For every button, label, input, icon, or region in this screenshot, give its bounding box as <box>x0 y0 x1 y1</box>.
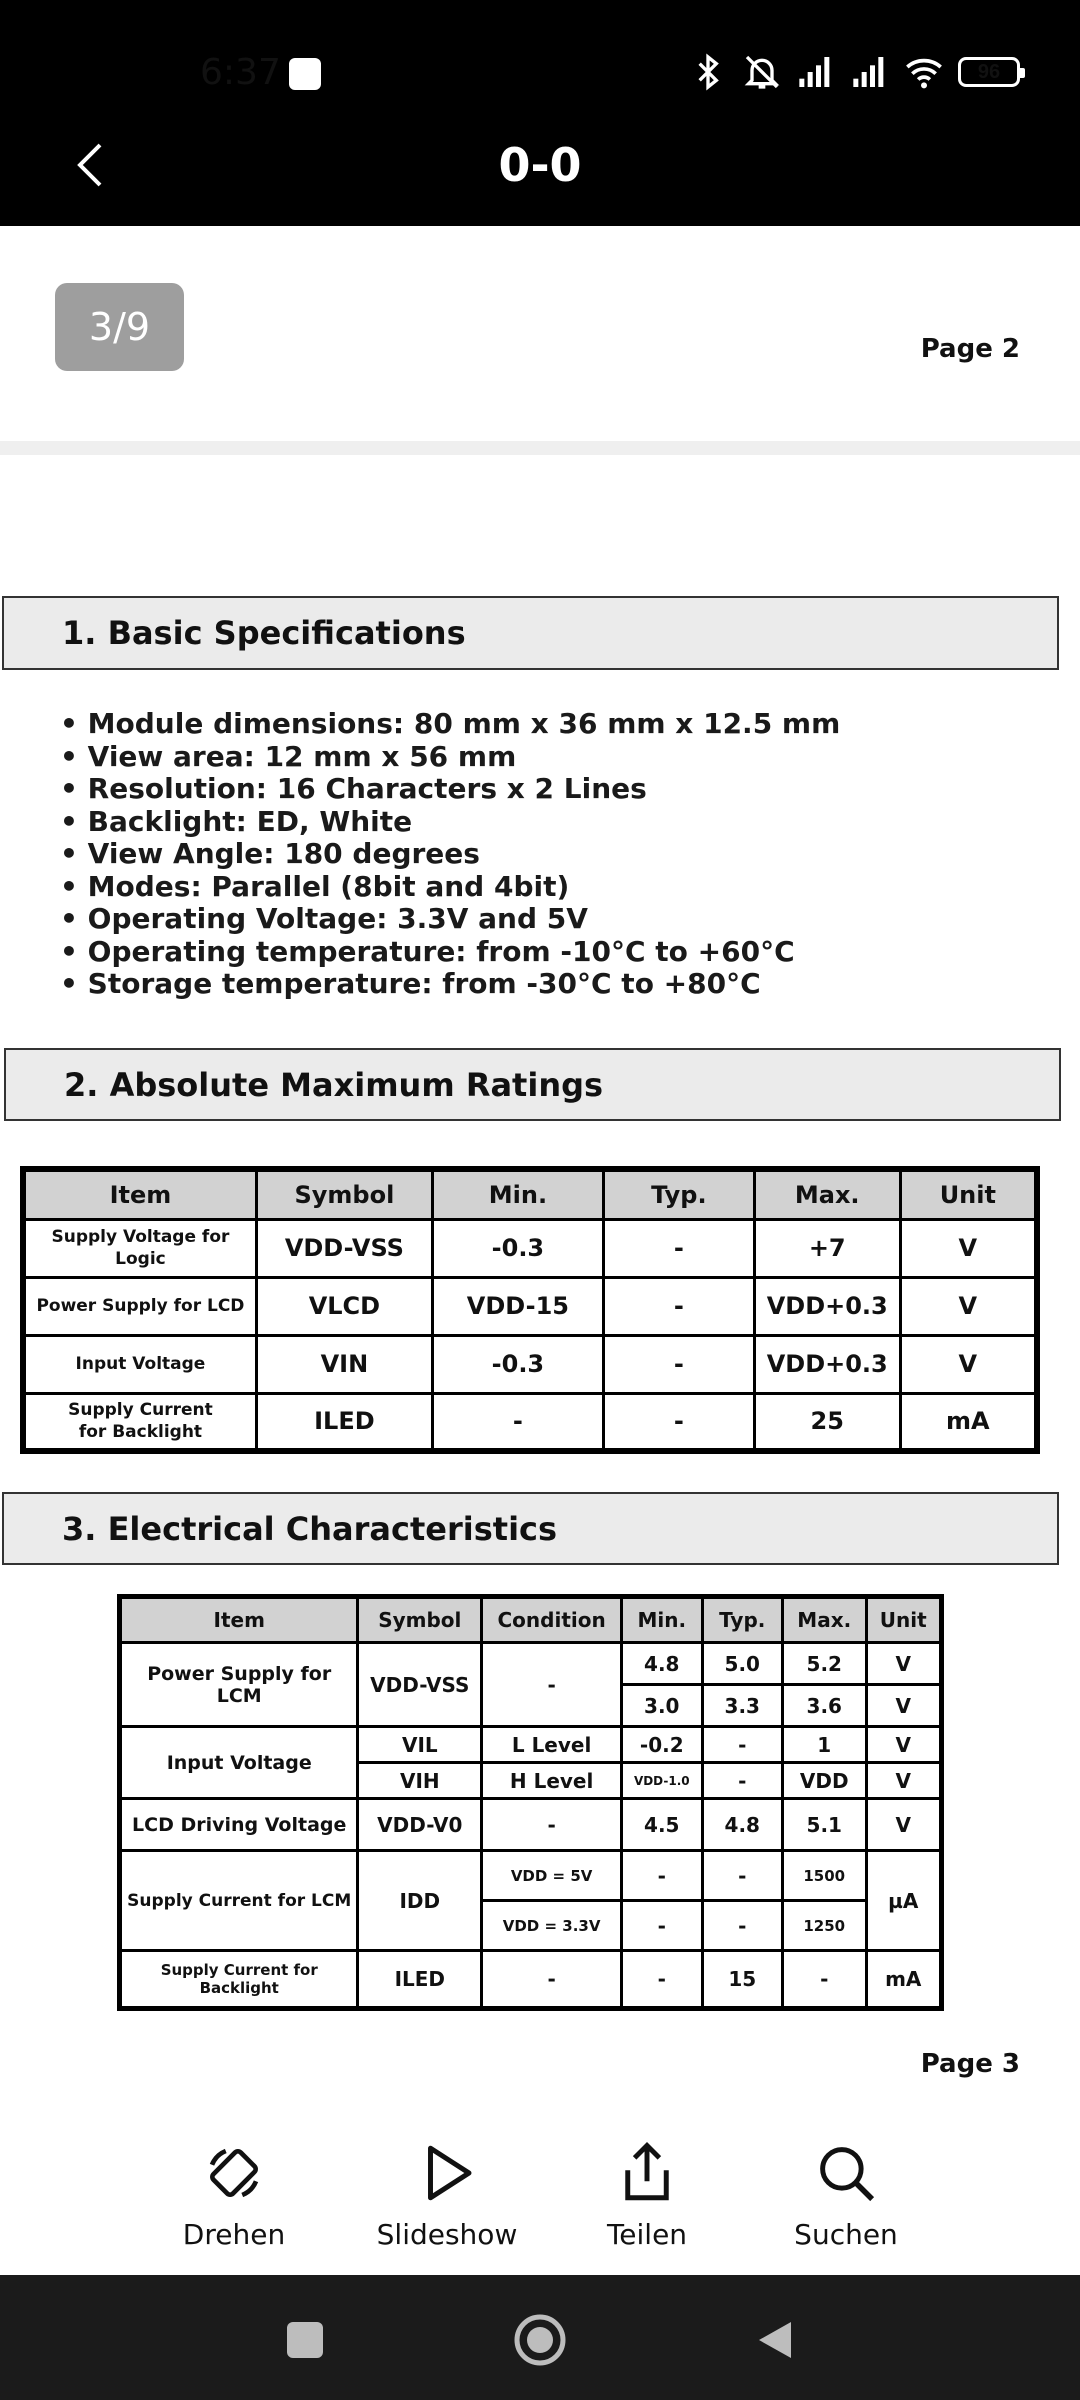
cell-item: Supply Current for Backlight <box>120 1951 358 2009</box>
list-item: • View area: 12 mm x 56 mm <box>60 741 840 774</box>
col-header: Item <box>120 1597 358 1643</box>
signal-icon-2 <box>850 52 890 92</box>
cell-max: 25 <box>754 1393 900 1451</box>
cell-typ: - <box>702 1763 782 1799</box>
col-header: Item <box>23 1169 256 1219</box>
search-icon <box>813 2140 879 2206</box>
section-header-basic-specs: 1. Basic Specifications <box>2 596 1059 670</box>
cell-min: VDD-1.0 <box>622 1763 702 1799</box>
cell-typ: 15 <box>702 1951 782 2009</box>
bell-muted-icon <box>742 52 782 92</box>
page-counter-badge: 3/9 <box>55 283 184 371</box>
page-separator <box>0 441 1080 455</box>
cell-symbol: IDD <box>358 1851 482 1951</box>
cell-item: Power Supply for LCM <box>120 1643 358 1727</box>
table-row <box>120 1727 942 1763</box>
play-icon <box>414 2140 480 2206</box>
cell-typ: - <box>603 1277 754 1335</box>
col-header: Symbol <box>256 1169 432 1219</box>
cell-symbol: VDD-V0 <box>358 1799 482 1851</box>
bluetooth-icon <box>688 52 728 92</box>
cell-unit: V <box>900 1335 1037 1393</box>
cell-unit: V <box>866 1727 942 1763</box>
col-header: Typ. <box>702 1597 782 1643</box>
cell-min: 4.8 <box>622 1643 702 1685</box>
cell-item: Power Supply for LCD <box>23 1277 256 1335</box>
cell-max: VDD+0.3 <box>754 1277 900 1335</box>
cell-min: -0.2 <box>622 1727 702 1763</box>
cell-typ: 4.8 <box>702 1799 782 1851</box>
list-item: • Module dimensions: 80 mm x 36 mm x 12.5 mm <box>60 708 840 741</box>
share-button[interactable] <box>547 2140 747 2251</box>
back-triangle-icon <box>753 2318 797 2362</box>
share-label: Teilen <box>606 2218 688 2251</box>
share-icon <box>614 2140 680 2206</box>
cell-min: - <box>622 1951 702 2009</box>
rotate-icon <box>201 2140 267 2206</box>
table-row <box>23 1277 1037 1335</box>
cell-symbol: VIL <box>358 1727 482 1763</box>
back-nav-button[interactable] <box>740 2305 810 2375</box>
list-item: • Storage temperature: from -30°C to +80°C <box>60 968 840 1001</box>
cell-unit: V <box>866 1643 942 1685</box>
slideshow-button[interactable] <box>347 2140 547 2251</box>
slideshow-label: Slideshow <box>376 2218 518 2251</box>
list-item: • Resolution: 16 Characters x 2 Lines <box>60 773 840 806</box>
cell-symbol: VDD-VSS <box>358 1643 482 1727</box>
col-header: Min. <box>432 1169 603 1219</box>
section-header-abs-max-ratings: 2. Absolute Maximum Ratings <box>4 1048 1061 1121</box>
cell-symbol: ILED <box>256 1393 432 1451</box>
cell-item: Input Voltage <box>23 1335 256 1393</box>
page-label-bottom: Page 3 <box>920 2049 1020 2079</box>
cell-symbol: VIN <box>256 1335 432 1393</box>
cell-unit: V <box>900 1219 1037 1277</box>
cell-min: -0.3 <box>432 1219 603 1277</box>
col-header: Condition <box>482 1597 622 1643</box>
list-item: • Backlight: ED, White <box>60 806 840 839</box>
list-item: • View Angle: 180 degrees <box>60 838 840 871</box>
rotate-label: Drehen <box>182 2218 286 2251</box>
table-row <box>120 1643 942 1685</box>
search-button[interactable] <box>746 2140 946 2251</box>
table-row <box>23 1335 1037 1393</box>
electrical-characteristics-table <box>117 1594 944 2011</box>
cell-symbol: VDD-VSS <box>256 1219 432 1277</box>
table-row <box>120 1799 942 1851</box>
home-circle-icon <box>512 2312 568 2368</box>
cell-typ: 3.3 <box>702 1685 782 1727</box>
cell-unit: V <box>866 1685 942 1727</box>
section-header-electrical: 3. Electrical Characteristics <box>2 1492 1059 1565</box>
cell-max: 5.1 <box>783 1799 867 1851</box>
square-icon <box>285 2320 325 2360</box>
cell-condition: L Level <box>482 1727 622 1763</box>
cell-max: - <box>783 1951 867 2009</box>
cell-unit: mA <box>866 1951 942 2009</box>
cell-typ: - <box>702 1727 782 1763</box>
list-item: • Modes: Parallel (8bit and 4bit) <box>60 871 840 904</box>
cell-max: 1500 <box>783 1851 867 1901</box>
cell-symbol: VLCD <box>256 1277 432 1335</box>
col-header: Min. <box>622 1597 702 1643</box>
cell-condition: - <box>482 1643 622 1727</box>
cell-typ: - <box>702 1901 782 1951</box>
search-label: Suchen <box>794 2218 898 2251</box>
cell-max: 5.2 <box>783 1643 867 1685</box>
cell-max: 1 <box>783 1727 867 1763</box>
table-row <box>120 1951 942 2009</box>
cell-unit: V <box>866 1799 942 1851</box>
cell-item: LCD Driving Voltage <box>120 1799 358 1851</box>
cell-condition: H Level <box>482 1763 622 1799</box>
cell-item: Supply Current for LCM <box>120 1851 358 1951</box>
cell-typ: - <box>603 1335 754 1393</box>
table-header-row <box>23 1169 1037 1219</box>
col-header: Unit <box>866 1597 942 1643</box>
viewer-action-bar <box>0 2130 1080 2276</box>
cell-max: VDD+0.3 <box>754 1335 900 1393</box>
cell-min: -0.3 <box>432 1335 603 1393</box>
rotate-button[interactable] <box>134 2140 334 2251</box>
signal-icon <box>796 52 836 92</box>
cell-condition: - <box>482 1799 622 1851</box>
cell-min: - <box>622 1901 702 1951</box>
top-app-bar <box>0 0 1080 226</box>
table-header-row <box>120 1597 942 1643</box>
page-label-top: Page 2 <box>920 334 1020 364</box>
cell-min: - <box>432 1393 603 1451</box>
cell-typ: - <box>702 1851 782 1901</box>
cell-item: Supply Current for Backlight <box>23 1393 256 1451</box>
cell-unit: µA <box>866 1851 942 1951</box>
table-row <box>120 1851 942 1901</box>
col-header: Typ. <box>603 1169 754 1219</box>
cell-max: 1250 <box>783 1901 867 1951</box>
list-item: • Operating Voltage: 3.3V and 5V <box>60 903 840 936</box>
status-time: 6:37 <box>200 52 281 93</box>
cell-unit: V <box>900 1277 1037 1335</box>
col-header: Max. <box>783 1597 867 1643</box>
spec-list <box>60 708 840 1001</box>
cell-max: VDD <box>783 1763 867 1799</box>
recents-button[interactable] <box>270 2305 340 2375</box>
cell-condition: VDD = 5V <box>482 1851 622 1901</box>
document-title: 0-0 <box>498 138 582 192</box>
cell-item: Input Voltage <box>120 1727 358 1799</box>
cell-min: 3.0 <box>622 1685 702 1727</box>
cell-unit: mA <box>900 1393 1037 1451</box>
system-nav-bar <box>0 2275 1080 2400</box>
cell-typ: - <box>603 1393 754 1451</box>
cell-min: 4.5 <box>622 1799 702 1851</box>
cell-symbol: ILED <box>358 1951 482 2009</box>
abs-max-ratings-table <box>20 1166 1040 1454</box>
col-header: Max. <box>754 1169 900 1219</box>
table-row <box>23 1393 1037 1451</box>
home-button[interactable] <box>505 2305 575 2375</box>
cell-unit: V <box>866 1763 942 1799</box>
table-row <box>23 1219 1037 1277</box>
cell-max: +7 <box>754 1219 900 1277</box>
notification-icon <box>289 58 321 90</box>
cell-max: 3.6 <box>783 1685 867 1727</box>
cell-min: VDD-15 <box>432 1277 603 1335</box>
col-header: Symbol <box>358 1597 482 1643</box>
cell-typ: - <box>603 1219 754 1277</box>
cell-symbol: VIH <box>358 1763 482 1799</box>
col-header: Unit <box>900 1169 1037 1219</box>
wifi-icon <box>904 52 944 92</box>
cell-item: Supply Voltage for Logic <box>23 1219 256 1277</box>
status-icons <box>688 50 1020 94</box>
battery-indicator: 96 <box>958 57 1020 87</box>
cell-condition: VDD = 3.3V <box>482 1901 622 1951</box>
cell-min: - <box>622 1851 702 1901</box>
list-item: • Operating temperature: from -10°C to +60°C <box>60 936 840 969</box>
cell-typ: 5.0 <box>702 1643 782 1685</box>
cell-condition: - <box>482 1951 622 2009</box>
